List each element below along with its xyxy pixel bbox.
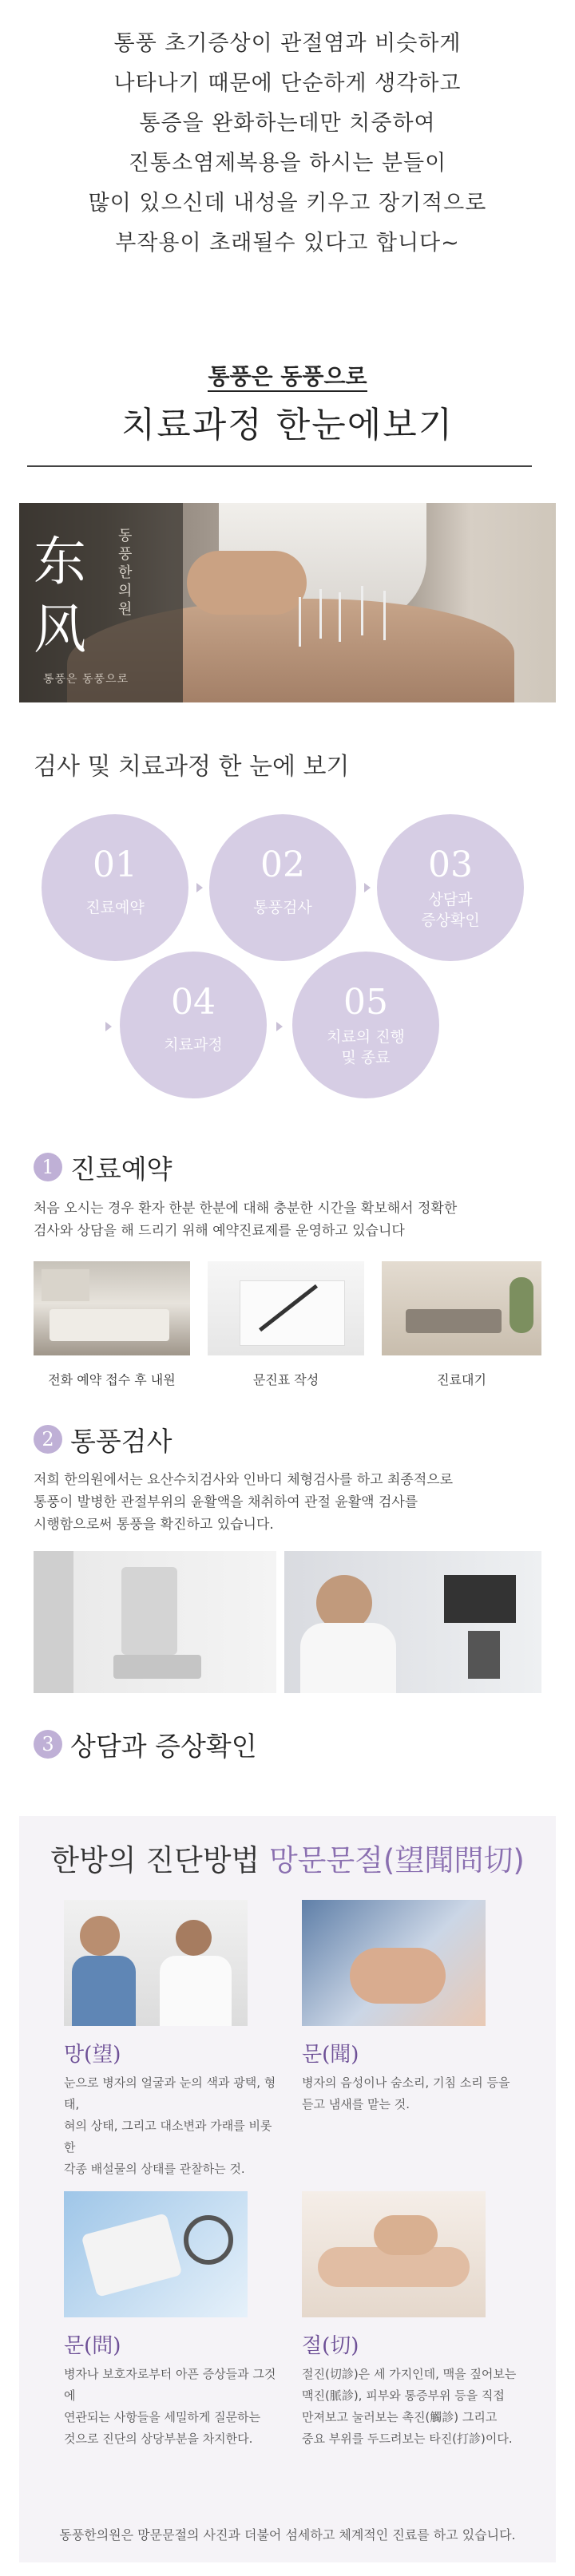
- diagnosis-title-accent: 망문문절(望聞問切): [268, 1843, 525, 1878]
- step-circle-04: [120, 952, 267, 1098]
- diagnosis-item-title: 망(望): [64, 2043, 121, 2067]
- intro-line: 통풍 초기증상이 관절염과 비슷하게: [113, 31, 462, 56]
- inbody-machine-photo: [34, 1551, 276, 1693]
- patient-examination-photo: [302, 1900, 486, 2026]
- step-number: 01: [93, 845, 137, 885]
- diagnosis-title: [0, 1836, 575, 1879]
- diagnosis-item-desc: [64, 2072, 280, 2180]
- section-title: 통풍검사: [70, 1426, 172, 1457]
- needle-icon: [383, 591, 386, 640]
- step-number: 05: [343, 982, 388, 1023]
- doctor-hand-shape: [187, 551, 307, 615]
- desc-line: 시행함으로써 통풍을 확진하고 있습니다.: [34, 1517, 274, 1533]
- intro-text: [0, 24, 575, 263]
- intro-line: 나타나기 때문에 단순하게 생각하고: [113, 71, 462, 96]
- step-label: 상담과 증상확인: [421, 891, 480, 929]
- needle-icon: [361, 586, 363, 635]
- desc-line: 검사와 상담을 해 드리기 위해 예약진료제를 운영하고 있습니다: [34, 1223, 405, 1239]
- desc-line: 듣고 냄새를 맡는 것.: [302, 2097, 410, 2111]
- diagnosis-item-desc: [302, 2364, 533, 2450]
- desc-line: 것으로 진단의 상당부분을 차지한다.: [64, 2432, 253, 2446]
- page-title: 치료과정 한눈에보기: [121, 405, 454, 445]
- paper-form-photo: [208, 1261, 364, 1355]
- arrow-right-icon: [196, 883, 203, 892]
- pulse-check-photo: [302, 2191, 486, 2317]
- desc-line: 통풍이 발병한 관절부위의 윤활액을 채취하여 관절 윤활액 검사를: [34, 1494, 418, 1510]
- diagnosis-item-desc: [64, 2364, 280, 2450]
- diagnosis-title-plain: 한방의 진단방법: [50, 1843, 269, 1878]
- step-circle-05: [292, 952, 439, 1098]
- section-number-badge: 3: [34, 1730, 62, 1759]
- step-label: 치료의 진행 및 종료: [327, 1028, 405, 1066]
- diagnosis-item-title: 문(聞): [302, 2043, 359, 2067]
- desc-line: 처음 오시는 경우 환자 한분 한분에 대해 충분한 시간을 확보해서 정확한: [34, 1201, 458, 1217]
- diagnosis-item-title: 문(問): [64, 2334, 121, 2358]
- desc-line: 만져보고 눌러보는 촉진(觸診) 그리고: [302, 2410, 498, 2424]
- reception-photo: [34, 1261, 190, 1355]
- photo-caption: 문진표 작성: [252, 1372, 319, 1387]
- logo-kanji: 东: [34, 531, 86, 592]
- intro-line: 많이 있으신데 내성을 키우고 장기적으로: [88, 191, 487, 216]
- desc-line: 저희 한의원에서는 요산수치검사와 인바디 체형검사를 하고 최종적으로: [34, 1472, 454, 1488]
- step-number: 03: [428, 845, 473, 885]
- lab-test-photo: [284, 1551, 541, 1693]
- process-title: 검사 및 치료과정 한 눈에 보기: [34, 753, 350, 781]
- desc-line: 각종 배설물의 상태를 관찰하는 것.: [64, 2162, 245, 2176]
- section-description: [34, 1469, 545, 1536]
- photo-caption: 전화 예약 접수 후 내원: [48, 1372, 176, 1387]
- needle-icon: [319, 589, 322, 639]
- desc-line: 병자나 보호자로부터 아픈 증상들과 그것에: [64, 2367, 276, 2403]
- section-description: [34, 1197, 545, 1242]
- section-number-badge: 1: [34, 1153, 62, 1181]
- section-number-badge: 2: [34, 1425, 62, 1454]
- step-circle-02: [209, 814, 356, 961]
- desc-line: 중요 부위를 두드려보는 타진(打診)이다.: [302, 2432, 513, 2446]
- logo-kanji: 风: [34, 599, 86, 660]
- desc-line: 눈으로 병자의 얼굴과 눈의 색과 광택, 형태,: [64, 2075, 276, 2111]
- sub-heading: [0, 359, 575, 391]
- hero-photo: [19, 503, 556, 702]
- intro-line: 통증을 완화하는데만 치중하여: [139, 111, 436, 136]
- intro-line: 부작용이 초래될수 있다고 합니다~: [115, 231, 460, 255]
- consultation-photo: [64, 1900, 248, 2026]
- needle-icon: [299, 597, 301, 647]
- arrow-right-icon: [105, 1022, 112, 1031]
- desc-line: 병자의 음성이나 숨소리, 기침 소리 등을: [302, 2075, 510, 2090]
- tablet-stethoscope-photo: [64, 2191, 248, 2317]
- needle-icon: [339, 592, 341, 642]
- arrow-right-icon: [364, 883, 371, 892]
- arrow-right-icon: [276, 1022, 283, 1031]
- step-label: 진료예약: [85, 899, 145, 916]
- step-label: 통풍검사: [253, 899, 312, 916]
- step-label: 치료과정: [164, 1036, 223, 1054]
- intro-line: 진통소염제복용을 하시는 분들이: [128, 151, 447, 176]
- desc-line: 연관되는 사항들을 세밀하게 질문하는: [64, 2410, 261, 2424]
- step-number: 02: [260, 845, 305, 885]
- diagnosis-item-title: 절(切): [302, 2334, 359, 2358]
- hero-tagline: 통풍은 동풍으로: [43, 673, 129, 686]
- photo-caption: 진료대기: [437, 1372, 486, 1387]
- waiting-room-photo: [382, 1261, 541, 1355]
- desc-line: 맥진(脈診), 피부와 통증부위 등을 직접: [302, 2388, 505, 2403]
- desc-line: 혀의 상태, 그리고 대소변과 가래를 비롯한: [64, 2119, 272, 2155]
- divider: [27, 465, 532, 467]
- hero-vertical-text: 동풍한의원: [118, 528, 133, 618]
- step-circle-01: [42, 814, 188, 961]
- section-title: 상담과 증상확인: [70, 1731, 257, 1762]
- step-circle-03: [377, 814, 524, 961]
- footer-note: 동풍한의원은 망문문절의 사진과 더불어 섬세하고 체계적인 진료를 하고 있습니다.: [59, 2527, 516, 2542]
- diagnosis-item-desc: [302, 2072, 518, 2115]
- step-number: 04: [171, 982, 216, 1023]
- section-title: 진료예약: [70, 1153, 172, 1185]
- desc-line: 절진(切診)은 세 가지인데, 맥을 짚어보는: [302, 2367, 517, 2381]
- sub-heading-text: 통풍은 동풍으로: [208, 363, 367, 392]
